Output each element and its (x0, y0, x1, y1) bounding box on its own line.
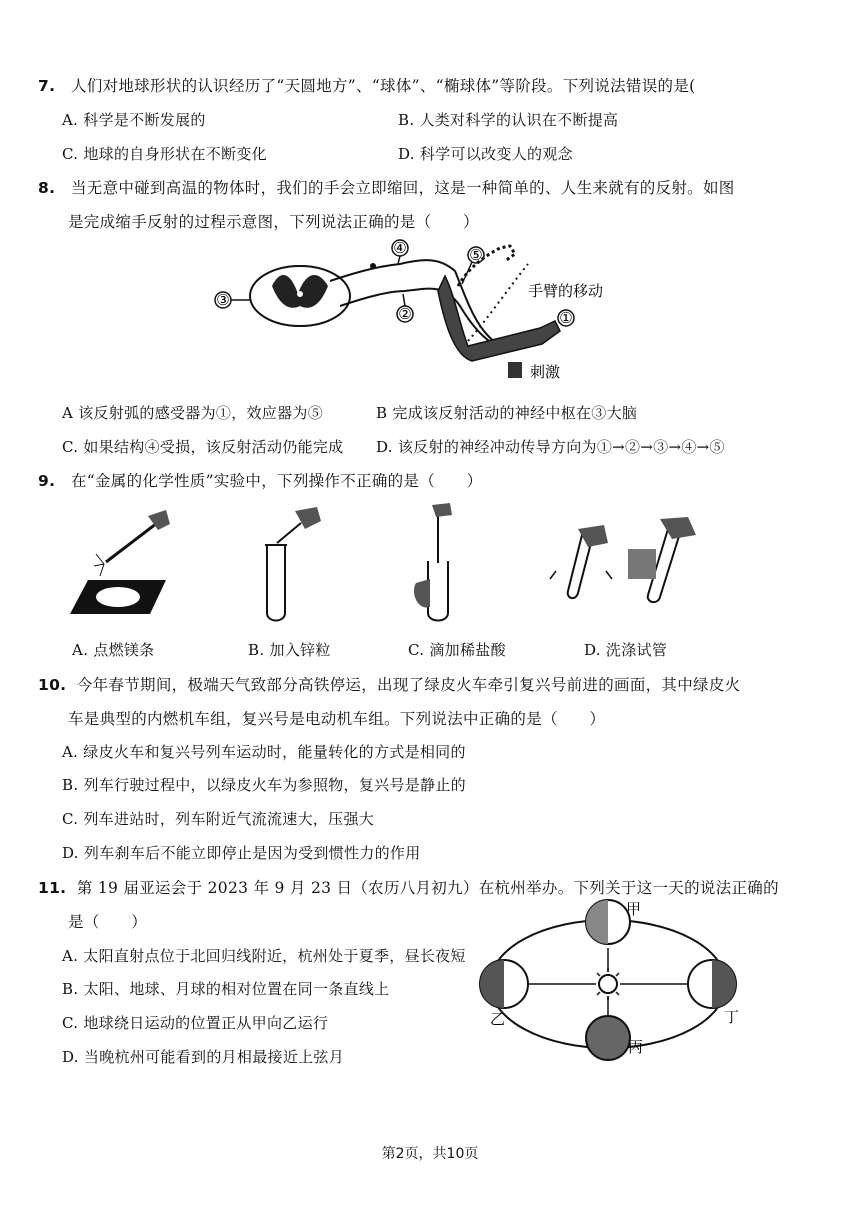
hand-shape (578, 525, 608, 547)
mark-5-leader (462, 262, 472, 284)
orbit-label-jia: 甲 (626, 900, 642, 918)
q8-option-c: C. 如果结构④受损，该反射活动仍能完成 (62, 438, 344, 456)
q10-option-a: A. 绿皮火车和复兴号列车运动时，能量转化的方式是相同的 (62, 743, 466, 761)
q8-stem-line1: 8. 当无意中碰到高温的物体时，我们的手会立即缩回，这是一种简单的、人生来就有的反射。如图 (38, 179, 735, 197)
q9-caption-b: B. 加入锌粒 (248, 641, 331, 659)
spark-2 (94, 564, 104, 566)
washing-tube-figure (548, 515, 698, 610)
ganglion-dot (370, 263, 376, 269)
earth-jia-shadow (586, 900, 608, 944)
q11-option-a: A. 太阳直射点位于北回归线附近，杭州处于夏季，昼长夜短 (62, 947, 466, 965)
page-footer: 第2页，共10页 (381, 1146, 479, 1162)
burning-magnesium-figure (66, 510, 176, 620)
q7-option-c: C. 地球的自身形状在不断变化 (62, 145, 267, 163)
mark-5: ⑤ (469, 246, 483, 264)
test-tube (428, 561, 448, 621)
q10-option-d: D. 列车刹车后不能立即停止是因为受到惯性力的作用 (62, 844, 421, 862)
earth-orbit-figure (476, 900, 756, 1060)
spark-1 (96, 554, 104, 564)
mark-3: ③ (216, 291, 230, 309)
hand-shape (432, 503, 452, 517)
hot-cup-icon (508, 362, 522, 378)
reflex-arc-figure (210, 236, 610, 386)
central-canal (297, 291, 303, 297)
q8-option-b: B 完成该反射活动的神经中枢在③大脑 (376, 404, 638, 422)
mark-4-leader (398, 256, 400, 264)
orbit-label-bing: 丙 (628, 1038, 644, 1056)
orbit-label-ding: 丁 (724, 1008, 740, 1026)
q8-option-a: A 该反射弧的感受器为①，效应器为⑤ (62, 404, 324, 422)
q9-caption-a: A. 点燃镁条 (72, 641, 155, 659)
stimulus-label: 刺激 (530, 363, 561, 381)
q7-option-b: B. 人类对科学的认识在不断提高 (398, 111, 619, 129)
q8-option-d: D. 该反射的神经冲动传导方向为①→②→③→④→⑤ (376, 438, 725, 456)
q10-option-c: C. 列车进站时，列车附近气流流速大，压强大 (62, 810, 375, 828)
q11-stem-line2: 是（ ） (68, 913, 148, 931)
spark-3 (100, 564, 104, 576)
mark-4: ④ (393, 239, 407, 257)
q9-caption-d: D. 洗涤试管 (584, 641, 668, 659)
efferent-nerve (330, 260, 500, 346)
mark-1: ① (559, 309, 573, 327)
test-tube-brush (628, 549, 656, 579)
test-tube (267, 545, 285, 621)
q11-option-d: D. 当晚杭州可能看到的月相最接近上弦月 (62, 1048, 345, 1066)
sun-icon (599, 975, 617, 993)
arm-movement-label: 手臂的移动 (528, 282, 604, 300)
net-center (96, 587, 140, 607)
tweezers (277, 523, 301, 543)
q11-option-b: B. 太阳、地球、月球的相对位置在同一条直线上 (62, 980, 390, 998)
orbit-label-yi: 乙 (490, 1010, 506, 1028)
q7-option-a: A. 科学是不断发展的 (62, 111, 206, 129)
q10-stem-line1: 10. 今年春节期间，极端天气致部分高铁停运，出现了绿皮火车牵引复兴号前进的画面，其中绿皮火 (38, 676, 741, 694)
mark-2: ② (398, 305, 412, 323)
hand-shape (414, 579, 430, 608)
q7-option-d: D. 科学可以改变人的观念 (398, 145, 573, 163)
adding-zinc-figure (255, 505, 325, 625)
q7-stem: 7. 人们对地球形状的认识经历了“天圆地方”、“球体”、“椭球体”等阶段。下列说法错误的是( (38, 77, 696, 95)
earth-ding-shadow (712, 960, 736, 1008)
earth-yi-shadow (480, 960, 504, 1008)
q9-stem: 9. 在“金属的化学性质”实验中，下列操作不正确的是（ ） (38, 472, 483, 490)
arm-moved-dotted (458, 246, 515, 286)
q9-caption-c: C. 滴加稀盐酸 (408, 641, 506, 659)
tongs (106, 520, 161, 562)
q8-stem-line2: 是完成缩手反射的过程示意图，下列说法正确的是（ ） (68, 213, 479, 231)
q11-stem-line1: 11. 第 19 届亚运会于 2023 年 9 月 23 日（农历八月初九）在杭州举办。下列关于这一天的说法正确的 (38, 879, 779, 897)
earth-bing (586, 1016, 630, 1060)
q11-option-c: C. 地球绕日运动的位置正从甲向乙运行 (62, 1014, 329, 1032)
adding-acid-figure (408, 503, 478, 628)
q10-stem-line2: 车是典型的内燃机车组，复兴号是电动机车组。下列说法中正确的是（ ） (68, 710, 606, 728)
q10-option-b: B. 列车行驶过程中，以绿皮火车为参照物，复兴号是静止的 (62, 776, 466, 794)
